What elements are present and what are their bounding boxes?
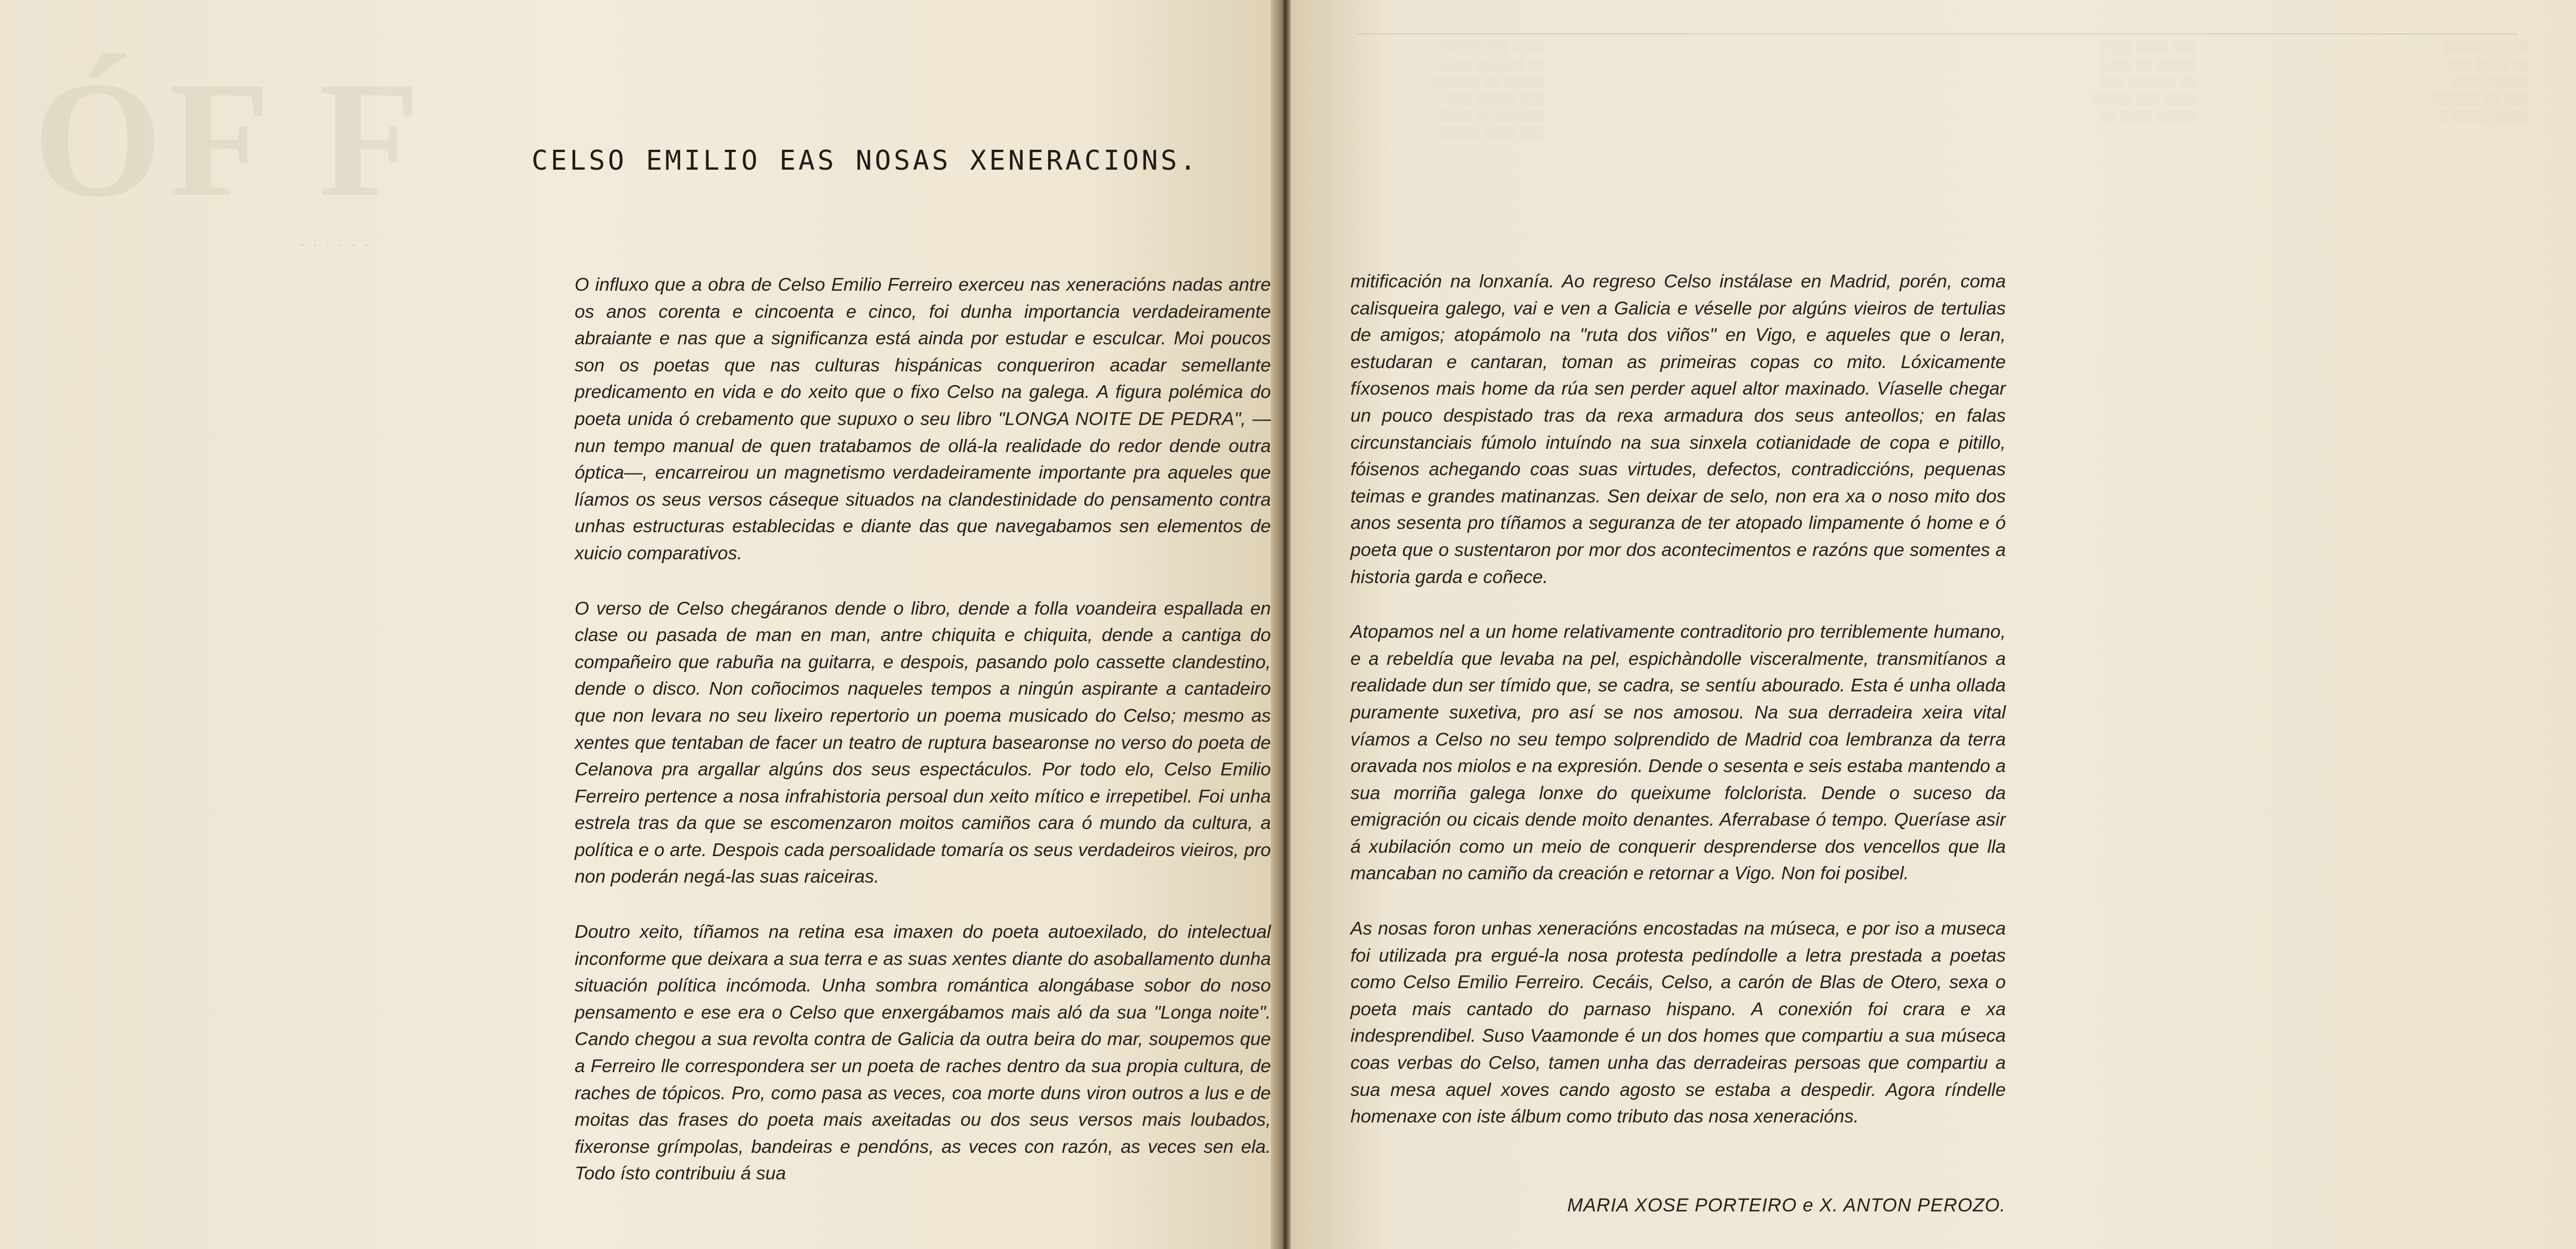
paragraph: Atopamos nel a un home relativamente contraditorio pro terriblemente humano, e a rebeldía que levaba na pel, espichàndolle visceralmente, transmitíanos a realidade dun ser tímido que, se cadra, se sentíu abourado. Esta é unha ollada puramente suxetiva, pro así se nos amosou. Na sua derradeira xeira vital víamos a Celso no seu tempo solprendido de Madrid coa lembranza da terra oravada nos miolos e na expresión. Dende o sesenta e seis estaba mantendo a sua morriña galega lonxe do queixume folclorista. Dende o suceso da emigración ou cicais dende moito denantes. Aferrabase ó tempo. Queríase asir á xubilación como un meio de conquerir desprenderse dos vencellos que lla mancaban no camiño da creación e retornar a Vigo. Non foi posibel.: [1350, 622, 2006, 884]
show-through-caption: · · · · · ·: [298, 233, 370, 258]
show-through-column: ░░░░ ░░░░░░ ░░ ░░░░ ░░░ ░░░░░ ░░░░ ░░░ ░░ ░░░░░░ ░░░░ ░░░░░ ░: [2431, 41, 2528, 122]
paragraph: mitificación na lonxanía. Ao regreso Celso instálase en Madrid, porén, coma calisqueira galego, vai e ven a Galicia e véselle por algúns vieiros de tertulias de amigos; atopámolo na "ruta dos viños" en Vigo, e aqueles que o leran, estudaran e cantaran, toman as primeiras copas co mito. Lóxicamente fíxosenos mais home da rúa sen perder aquel altor maxinado. Víaselle chegar un pouco despistado tras da rexa armadura dos seus anteollos; en falas circunstanciais fúmolo intuíndo na sua sinxela cotianidade de copa e pitillo, fóisenos achegando coas suas virtudes, defectos, contradiccións, pequenas teimas e grandes matinanzas. Sen deixar de selo, non era xa o noso mito dos anos sesenta pro tíñamos a seguranza de ter atopado limpamente ó home e ó poeta que o sustentaron por mor dos acontecimentos e razóns que somentes a historia garda e coñece.: [1350, 271, 2006, 587]
show-through-letters: ÓF F: [33, 48, 427, 231]
show-through-column: ░░░░ ░░░ ░░░░░ ░░ ░░░░░░ ░░░░ ░░░░░ ░░ ░░░░░░ ░░░ ░░░░░ ░░░ ░░░░░░ ░░ ░░░░ ░░░ ░░░░ ░░░░░: [1431, 41, 1545, 139]
right-text-column: [1350, 269, 2006, 1159]
paragraph: O influxo que a obra de Celso Emilio Ferreiro exerceu nas xeneracións nadas antre os anos corenta e cincoenta e cinco, foi dunha importancia verdadeiramente abraiante e nas que a significanza está ainda por estudar e esculcar. Moi poucos son os poetas que nas culturas hispánicas conqueriron acadar semellante predicamento en vida e do xeito que o fixo Celso na galega. A figura polémica do poeta unida ó crebamento que supuxo o seu libro "LONGA NOITE DE PEDRA", —nun tempo manual de quen tratabamos de ollá-la realidade do redor dende outra óptica—, encarreirou un magnetismo verdadeiramente importante pra aqueles que líamos os seus versos cáseque situados na clandestinidade do pensamento contra unhas estructuras establecidas e diante das que navegabamos sen elementos de xuicio comparativos.: [575, 275, 1271, 564]
left-text-column: [575, 272, 1271, 1188]
paragraph: O verso de Celso chegáranos dende o libro, dende a folla voandeira espallada en clase ou pasada de man en man, antre chiquita e chiquita, dende a cantiga do compañeiro que rabuña na guitarra, e despois, pasando polo cassette clandestino, dende o disco. Non coñocimos naqueles tempos a ningún aspirante a cantadeiro que non levara no seu lixeiro repertorio un poema musicado do Celso; mesmo as xentes que tentaban de facer un teatro de ruptura basearonse no verso do poeta de Celanova pra argallar algúns dos seus espectáculos. Por todo elo, Celso Emilio Ferreiro pertence a nosa infrahistoria persoal dun xeito mítico e irrepetibel. Foi unha estrela tras da que se escomenzaron moitos camiños cara ó mundo da cultura, a política e o arte. Despois cada persoalidade tomaría os seus verdadeiros vieiros, pro non poderán negá-las suas raiceiras.: [575, 598, 1271, 888]
article-title: CELSO EMILIO EAS NOSAS XENERACIONS.: [532, 145, 1199, 176]
show-through-column: ░░░ ░░░░ ░░░░ ░░░░░ ░░ ░░░░ ░░ ░░░░░░ ░░░ ░░░░ ░░░ ░░░░░ ░░░░░ ░░░░ ░░: [2091, 41, 2197, 122]
article-signature: MARIA XOSE PORTEIRO e X. ANTON PEROZO.: [1567, 1195, 2006, 1216]
show-through-rule: [1357, 33, 2517, 35]
paragraph: Doutro xeito, tíñamos na retina esa imaxen do poeta autoexilado, do intelectual inconforme que deixara a sua terra e as suas xentes diante do asoballamento dunha situación política incómoda. Unha sombra romántica alongábase sobor do noso pensamento e ese era o Celso que enxergábamos mais aló da sua "Longa noite". Cando chegou a sua revolta contra de Galicia da outra beira do mar, soupemos que a Ferreiro lle correspondera ser un poeta de raches dentro da sua propia cultura, de raches de tópicos. Pro, como pasa as veces, coa morte duns viron outros a lus e de moitas das frases do poeta mais axeitadas ou dos seus versos mais loubados, fixeronse grímpolas, bandeiras e pendóns, as veces con razón, as veces sen ela. Todo ísto contribuiu á sua: [575, 922, 1271, 1184]
paragraph: As nosas foron unhas xeneracións encostadas na múseca, e por iso a museca foi utilizada pra ergué-la nosa protesta pedíndolle a letra prestada a poetas como Celso Emilio Ferreiro. Cecáis, Celso, a carón de Blas de Otero, sexa o poeta mais cantado do parnaso hispano. A conexión foi crara e xa indesprendibel. Suso Vaamonde é un dos homes que compartiu a sua múseca coas verbas do Celso, tamen unha das derradeiras persoas que compartiu a sua mesa aquel xoves cando agosto se estaba a despedir. Agora ríndelle homenaxe con iste álbum como tributo das nosa xeneracións.: [1350, 919, 2006, 1127]
